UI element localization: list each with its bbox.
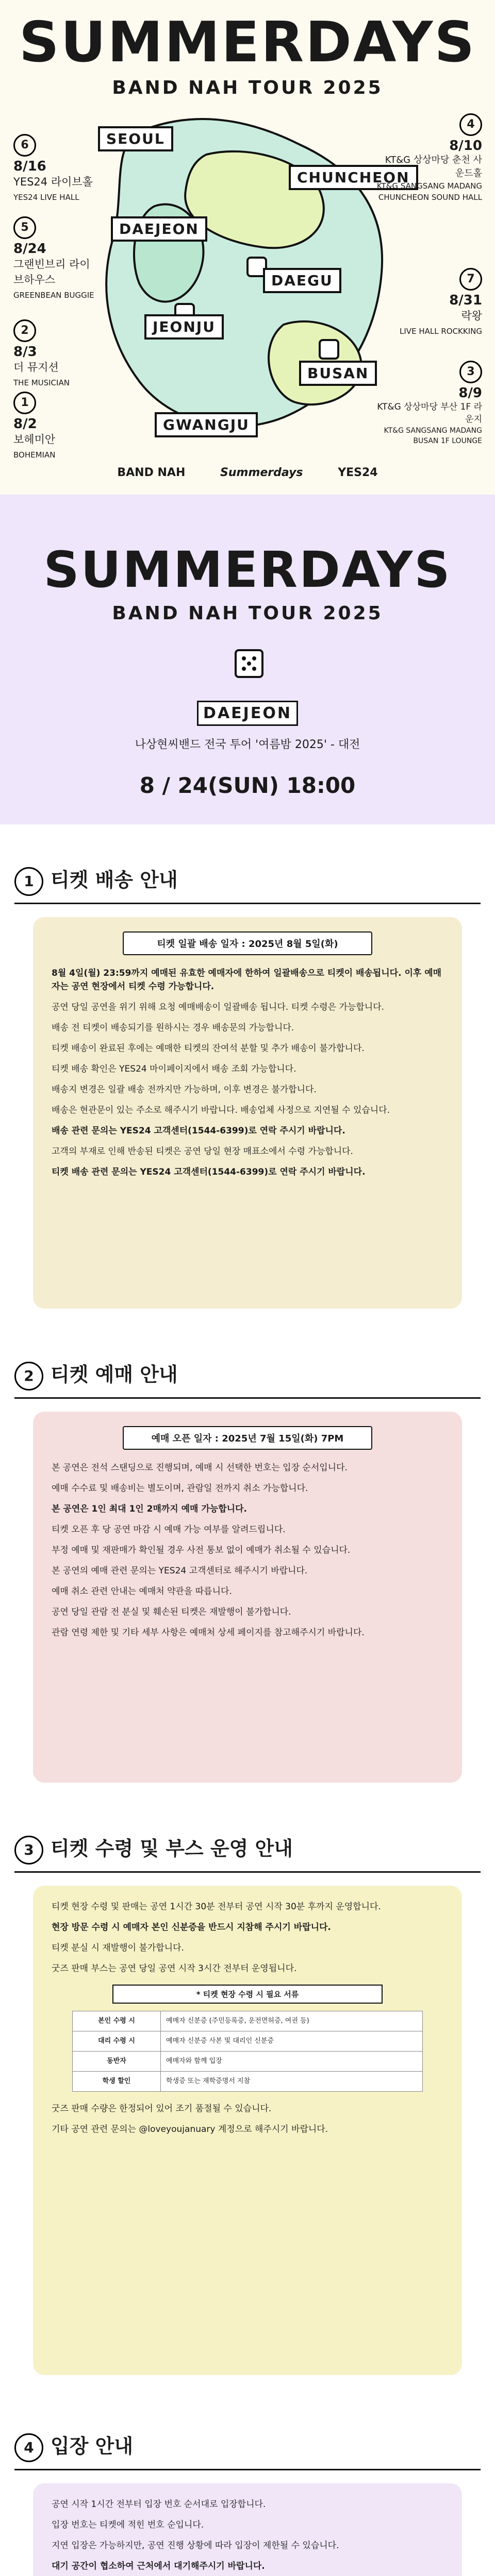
ticket-delivery-box bbox=[33, 917, 462, 1309]
stop-venue-en: THE MUSICIAN bbox=[13, 378, 70, 387]
booking-notes bbox=[52, 1461, 443, 1639]
note-line: 본 공연의 예매 관련 문의는 YES24 고객센터로 해주시기 바랍니다. bbox=[52, 1566, 308, 1576]
note-line: 배송 관련 문의는 YES24 고객센터(1544-6399)로 연락 주시기 바랍니다. bbox=[52, 1126, 345, 1136]
pickup-notes bbox=[52, 1900, 443, 1975]
logo-summerdays: Summerdays bbox=[220, 466, 303, 479]
stop-venue: 보헤미안 bbox=[13, 433, 56, 446]
section-title: 티켓 배송 안내 bbox=[51, 869, 178, 891]
sponsor-logos bbox=[0, 466, 495, 479]
section-number: 1 bbox=[14, 867, 43, 896]
tour-stop bbox=[376, 113, 482, 203]
tour-stop bbox=[13, 216, 96, 303]
city-label-busan: BUSAN bbox=[299, 361, 377, 386]
table-row bbox=[73, 2031, 423, 2052]
stop-venue: KT&G 상상마당 부산 1F 라운지 bbox=[377, 402, 482, 425]
note-line: 기타 공연 관련 문의는 @loveyoujanuary 계정으로 해주시기 바랍니다. bbox=[52, 2124, 328, 2134]
stop-date: 8/31 bbox=[449, 293, 482, 308]
note-line: 지연 입장은 가능하지만, 공연 진행 상황에 따라 입장이 제한될 수 있습니다. bbox=[52, 2540, 339, 2551]
stop-venue: KT&G 상상마당 춘천 사운드홀 bbox=[385, 155, 482, 179]
city-label-seoul: SEOUL bbox=[98, 126, 173, 151]
table-cell: 예매자와 함께 입장 bbox=[161, 2052, 423, 2072]
divider bbox=[14, 2469, 481, 2470]
city-label-chuncheon: CHUNCHEON bbox=[289, 165, 418, 190]
note-line: 굿즈 판매 부스는 공연 당일 공연 시작 3시간 전부터 운영됩니다. bbox=[52, 1963, 297, 1974]
table-row bbox=[73, 2052, 423, 2072]
stop-venue: 더 뮤지션 bbox=[13, 361, 59, 374]
table-cell: 본인 수령 시 bbox=[73, 2011, 161, 2031]
event-title: SUMMERDAYS bbox=[43, 541, 452, 599]
tour-stop bbox=[13, 319, 96, 391]
entry-box bbox=[33, 2483, 462, 2576]
poster-subtitle: BAND NAH TOUR 2025 bbox=[112, 77, 383, 98]
required-docs-pill: * 티켓 현장 수령 시 필요 서류 bbox=[112, 1985, 383, 2004]
stop-venue: 락왕 bbox=[461, 310, 482, 322]
pickup-after-notes bbox=[52, 2102, 443, 2136]
stop-number: 2 bbox=[13, 319, 36, 342]
city-label-gwangju: GWANGJU bbox=[155, 412, 258, 437]
section-number: 2 bbox=[14, 1362, 43, 1391]
stop-venue-en: KT&G SANGSANG MADANG BUSAN 1F LOUNGE bbox=[384, 427, 482, 445]
city-label-daegu: DAEGU bbox=[263, 268, 341, 293]
tour-poster-hero bbox=[0, 0, 495, 495]
note-line: 배송 전 티켓이 배송되기를 원하시는 경우 배송문의 가능합니다. bbox=[52, 1023, 294, 1033]
section-header-entry bbox=[14, 2432, 133, 2462]
event-description: 나상현씨밴드 전국 투어 '여름밤 2025' - 대전 bbox=[135, 738, 360, 751]
event-city: DAEJEON bbox=[197, 701, 298, 726]
stop-venue-en: BOHEMIAN bbox=[13, 450, 56, 460]
stop-number: 1 bbox=[13, 392, 36, 414]
section-header-ticket-pickup bbox=[14, 1834, 293, 1865]
note-line: 공연 당일 관람 전 분실 및 훼손된 티켓은 재발행이 불가합니다. bbox=[52, 1607, 291, 1617]
note-line: 고객의 부재로 인해 반송된 티켓은 공연 당일 현장 매표소에서 수령 가능합니다. bbox=[52, 1146, 353, 1157]
section-title: 티켓 수령 및 부스 운영 안내 bbox=[51, 1837, 293, 1860]
entry-notes bbox=[52, 2498, 443, 2576]
stop-date: 8/2 bbox=[13, 416, 37, 432]
note-line: 공연 당일 공연을 위기 위해 요청 예매배송이 일괄배송 됩니다. 티켓 수령은 가능합니다. bbox=[52, 1002, 385, 1012]
dice-icon bbox=[235, 649, 263, 678]
divider bbox=[14, 903, 481, 904]
section-header-ticket-booking bbox=[14, 1360, 178, 1391]
tour-stop bbox=[376, 361, 482, 446]
section-header-ticket-delivery bbox=[14, 866, 178, 896]
stop-number: 4 bbox=[459, 113, 482, 136]
table-cell: 예매자 신분증 (주민등록증, 운전면허증, 여권 등) bbox=[161, 2011, 423, 2031]
event-datetime: 8 / 24(SUN) 18:00 bbox=[139, 773, 356, 798]
note-line: 8월 4일(월) 23:59까지 예매된 유효한 예매자에 한하여 일괄배송으로 티켓이 배송됩니다. 이후 예매자는 공연 현장에서 티켓 수령 가능합니다. bbox=[52, 968, 442, 992]
note-line: 예매 수수료 및 배송비는 별도이며, 관람일 전까지 취소 가능합니다. bbox=[52, 1483, 308, 1494]
delivery-notes bbox=[52, 967, 443, 1179]
tour-stop bbox=[376, 268, 482, 339]
table-cell: 동반자 bbox=[73, 2052, 161, 2072]
table-cell: 학생증 또는 재학증명서 지참 bbox=[161, 2072, 423, 2092]
section-number: 3 bbox=[14, 1836, 43, 1865]
stop-venue: YES24 라이브홀 bbox=[13, 176, 93, 188]
stop-date: 8/24 bbox=[13, 241, 46, 257]
stop-number: 7 bbox=[459, 268, 482, 291]
city-label-daejeon: DAEJEON bbox=[111, 216, 207, 242]
table-cell: 학생 할인 bbox=[73, 2072, 161, 2092]
table-row bbox=[73, 2011, 423, 2031]
table-cell: 예매자 신분증 사본 및 대리인 신분증 bbox=[161, 2031, 423, 2052]
table-row bbox=[73, 2072, 423, 2092]
stop-venue: 그랜빈브리 라이브하우스 bbox=[13, 258, 90, 286]
note-line: 굿즈 판매 수량은 한정되어 있어 조기 품절될 수 있습니다. bbox=[52, 2104, 272, 2114]
section-title: 티켓 예매 안내 bbox=[51, 1363, 178, 1386]
note-line: 티켓 오픈 후 당 공연 마감 시 예매 가능 여부를 알려드립니다. bbox=[52, 1524, 286, 1535]
logo-yes24: YES24 bbox=[338, 466, 378, 479]
event-subtitle: BAND NAH TOUR 2025 bbox=[112, 603, 383, 624]
korea-map-illustration bbox=[77, 103, 418, 443]
note-line: 현장 방문 수령 시 예매자 본인 신분증을 반드시 지참해 주시기 바랍니다. bbox=[52, 1922, 331, 1933]
note-line: 대기 공간이 협소하여 근처에서 대기해주시기 바랍니다. bbox=[52, 2561, 265, 2571]
stop-venue-en: YES24 LIVE HALL bbox=[13, 193, 79, 202]
note-line: 본 공연은 전석 스탠딩으로 진행되며, 예매 시 선택한 번호는 입장 순서입니다. bbox=[52, 1463, 348, 1473]
note-line: 티켓 배송이 완료된 후에는 예매한 티켓의 잔여석 분할 및 추가 배송이 불가합니다. bbox=[52, 1043, 365, 1054]
stop-number: 3 bbox=[459, 361, 482, 383]
note-line: 티켓 현장 수령 및 판매는 공연 1시간 30분 전부터 공연 시작 30분 후까지 운영합니다. bbox=[52, 1902, 381, 1912]
stop-date: 8/10 bbox=[449, 138, 482, 154]
delivery-date-pill: 티켓 일괄 배송 일자 : 2025년 8월 5일(화) bbox=[123, 931, 372, 955]
section-title: 입장 안내 bbox=[51, 2435, 134, 2458]
city-label-jeonju: JEONJU bbox=[144, 314, 224, 340]
note-line: 예매 취소 관련 안내는 예매처 약관을 따릅니다. bbox=[52, 1586, 232, 1597]
stop-venue-en: GREENBEAN BUGGIE bbox=[13, 291, 94, 300]
logo-band-nah: BAND NAH bbox=[117, 466, 186, 479]
booking-open-pill: 예매 오픈 일자 : 2025년 7월 15일(화) 7PM bbox=[123, 1426, 372, 1450]
stop-number: 6 bbox=[13, 134, 36, 157]
ticket-pickup-box bbox=[33, 1886, 462, 2375]
required-docs-table bbox=[72, 2011, 423, 2092]
note-line: 배송지 변경은 일괄 배송 전까지만 가능하며, 이후 변경은 불가합니다. bbox=[52, 1084, 317, 1095]
stop-number: 5 bbox=[13, 216, 36, 239]
event-banner bbox=[0, 495, 495, 824]
ticket-booking-box bbox=[33, 1412, 462, 1783]
note-line: 부정 예매 및 재판매가 확인될 경우 사전 통보 없이 예매가 취소될 수 있습니다. bbox=[52, 1545, 351, 1555]
stop-date: 8/3 bbox=[13, 344, 37, 360]
divider bbox=[14, 1871, 481, 1873]
note-line: 입장 번호는 티켓에 적힌 번호 순입니다. bbox=[52, 2520, 204, 2530]
tour-stop bbox=[13, 392, 96, 463]
tour-stop bbox=[13, 134, 96, 205]
stop-venue-en: LIVE HALL ROCKKING bbox=[400, 327, 482, 336]
note-line: 배송은 현관문이 있는 주소로 해주시기 바랍니다. 배송업체 사정으로 지연될 수 있습니다. bbox=[52, 1105, 390, 1115]
divider bbox=[14, 1397, 481, 1399]
note-line: 공연 시작 1시간 전부터 입장 번호 순서대로 입장합니다. bbox=[52, 2499, 266, 2510]
section-number: 4 bbox=[14, 2433, 43, 2462]
note-line: 본 공연은 1인 최대 1인 2매까지 예매 가능합니다. bbox=[52, 1504, 247, 1514]
stop-venue-en: KT&G SANGSANG MADANG CHUNCHEON SOUND HALL bbox=[376, 181, 482, 202]
note-line: 티켓 분실 시 재발행이 불가합니다. bbox=[52, 1943, 184, 1953]
note-line: 티켓 배송 확인은 YES24 마이페이지에서 배송 조회 가능합니다. bbox=[52, 1064, 296, 1074]
poster-title: SUMMERDAYS bbox=[19, 10, 476, 75]
stop-date: 8/16 bbox=[13, 159, 46, 174]
table-cell: 대리 수령 시 bbox=[73, 2031, 161, 2052]
note-line: 관람 연령 제한 및 기타 세부 사항은 예매처 상세 페이지를 참고해주시기 바랍니다. bbox=[52, 1628, 365, 1638]
stop-date: 8/9 bbox=[458, 385, 482, 401]
note-line: 티켓 배송 관련 문의는 YES24 고객센터(1544-6399)로 연락 주시기 바랍니다. bbox=[52, 1167, 366, 1177]
